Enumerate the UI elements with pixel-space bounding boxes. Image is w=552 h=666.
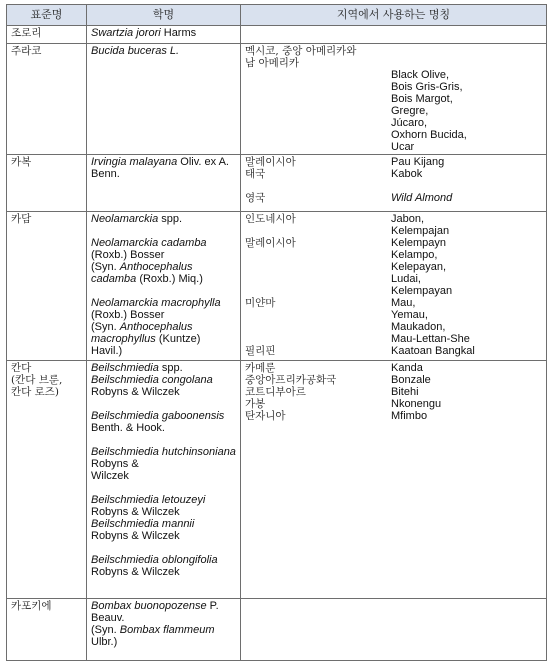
genus-species: Beilschmiedia gaboonensis: [91, 410, 225, 423]
local-name: Black Olive, Bois Gris-Gris, Bois Margot, Gregre, Júcaro, Oxhorn Bucida, Ucar: [391, 69, 467, 154]
local-name: Jabon, Kelempajan: [391, 212, 450, 237]
local-names-cell: [241, 211, 547, 360]
genus-species: Neolamarckia cadamba: [91, 236, 207, 249]
local-names-cell: [241, 155, 547, 212]
header-standard-name: 표준명: [7, 5, 87, 26]
local-names-cell: [241, 44, 547, 155]
table-row: [7, 155, 547, 212]
authority: Robyns & Wilczek: [91, 458, 139, 483]
local-name: Kanda Bonzale Bitehi Nkonengu Mfimbo: [391, 362, 442, 423]
scientific-name-entry: [91, 213, 236, 225]
species-name-table: [6, 4, 547, 661]
authority: (Roxb.) Bosser (Syn.: [91, 248, 165, 273]
local-names-grid: [245, 213, 542, 357]
standard-name-cell: [7, 44, 87, 155]
genus-species: Swartzia jorori: [91, 27, 161, 39]
region: [245, 180, 391, 192]
synonym-authority: Ulbr.): [91, 636, 118, 649]
standard-name-cell: [7, 361, 87, 599]
region: 말레이시아 태국: [245, 156, 296, 181]
header-local-names: 지역에서 사용하는 명칭: [241, 5, 547, 26]
scientific-name-entry: [91, 518, 236, 542]
scientific-name-entry: [91, 494, 236, 518]
standard-name: 카포키에: [11, 600, 52, 613]
region: 미얀마: [245, 296, 276, 309]
authority: Robyns & Wilczek: [91, 506, 180, 519]
local-name: [391, 180, 542, 192]
spacer: [91, 434, 236, 446]
local-names-grid: [245, 362, 542, 422]
authority: Robyns & Wilczek: [91, 386, 180, 399]
genus-species: Neolamarckia: [91, 212, 159, 225]
scientific-name-entry: [91, 600, 236, 648]
standard-name: 칸다 (칸다 브룬, 칸다 로즈): [11, 362, 63, 399]
local-name: Kelempayn Kelampo, Kelepayan, Ludai, Kelempayan: [391, 236, 453, 297]
scientific-name-entry: [91, 237, 236, 285]
authority: P. Beauv. (Syn.: [91, 600, 219, 637]
header-row: [7, 5, 547, 26]
authority: Harms: [160, 27, 197, 39]
table-row: [7, 44, 547, 155]
genus-species: Irvingia malayana: [91, 156, 178, 169]
authority: Robyns & Wilczek: [91, 566, 180, 579]
scientific-name-cell: [87, 599, 241, 661]
standard-name-cell: [7, 155, 87, 212]
standard-name-cell: [7, 26, 87, 44]
scientific-name-entry: [91, 156, 236, 180]
local-name: Mau, Yemau, Maukadon, Mau-Lettan-She: [391, 296, 470, 345]
local-names-cell: [241, 361, 547, 599]
table-row: [7, 361, 547, 599]
genus-species: Neolamarckia macrophylla: [91, 296, 221, 309]
scientific-name-entry: [91, 374, 236, 398]
scientific-name-entry: [91, 410, 236, 434]
genus-species: Bucida buceras L.: [91, 45, 180, 58]
standard-name: 조로리: [11, 27, 42, 39]
scientific-name-entry: [91, 27, 236, 39]
scientific-name-cell: [87, 155, 241, 212]
authority: Oliv. ex A. Benn.: [91, 156, 233, 181]
scientific-name-entry: [91, 297, 236, 357]
table-row: [7, 26, 547, 44]
scientific-name-cell: [87, 26, 241, 44]
table-row: [7, 211, 547, 360]
local-name: Wild Almond: [391, 192, 453, 205]
local-names-cell: [241, 26, 547, 44]
genus-species: Beilschmiedia oblongifolia: [91, 554, 218, 567]
standard-name-cell: [7, 211, 87, 360]
synonym-authority: (Kuntze) Havil.): [91, 332, 201, 357]
region: 카메룬 중앙아프리카공화국 코트디부아르 가봉 탄자니아: [245, 362, 337, 423]
scientific-name-entry: [91, 554, 236, 578]
authority: spp.: [158, 362, 183, 375]
genus-species: Beilschmiedia congolana: [91, 374, 213, 387]
local-names-grid: [245, 156, 542, 204]
spacer: [91, 285, 236, 297]
scientific-name-entry: [91, 45, 236, 57]
scientific-name-cell: [87, 211, 241, 360]
authority: Robyns & Wilczek: [91, 530, 180, 543]
spacer: [91, 225, 236, 237]
authority: spp.: [158, 212, 183, 225]
scientific-name-entry: [91, 446, 236, 482]
genus-species: Beilschmiedia letouzeyi: [91, 494, 206, 507]
region: 영국: [245, 192, 266, 205]
synonym-name: Bombax flammeum: [119, 624, 215, 637]
standard-name: 카복: [11, 156, 32, 169]
synonym-name: Anthocephalus cadamba: [91, 260, 196, 285]
genus-species: Beilschmiedia hutchinsoniana: [91, 446, 236, 459]
local-names-grid: [245, 45, 542, 153]
local-names-cell: [241, 599, 547, 661]
scientific-name-entry: [91, 362, 236, 374]
authority: Benth. & Hook.: [91, 422, 165, 435]
region: 멕시코, 중앙 아메리카와 남 아메리카: [245, 45, 357, 70]
synonym-name: Anthocephalus macrophyllus: [91, 320, 196, 345]
authority: (Roxb.) Bosser (Syn.: [91, 308, 165, 333]
spacer: [91, 542, 236, 554]
header-scientific-name: 학명: [87, 5, 241, 26]
region: 인도네시아: [245, 212, 296, 225]
region: 필리핀: [245, 344, 276, 357]
standard-name: 카담: [11, 212, 32, 225]
spacer: [91, 482, 236, 494]
genus-species: Beilschmiedia mannii: [91, 518, 195, 531]
genus-species: Beilschmiedia: [91, 362, 159, 375]
table-row: [7, 599, 547, 661]
spacer: [91, 398, 236, 410]
genus-species: Bombax buonopozense: [91, 600, 207, 613]
standard-name: 주라코: [11, 45, 42, 58]
synonym-authority: (Roxb.) Miq.): [136, 272, 203, 285]
region: 말레이시아: [245, 236, 296, 249]
local-name: Pau Kijang Kabok: [391, 156, 445, 181]
scientific-name-cell: [87, 361, 241, 599]
local-name: Kaatoan Bangkal: [391, 344, 475, 357]
standard-name-cell: [7, 599, 87, 661]
scientific-name-cell: [87, 44, 241, 155]
